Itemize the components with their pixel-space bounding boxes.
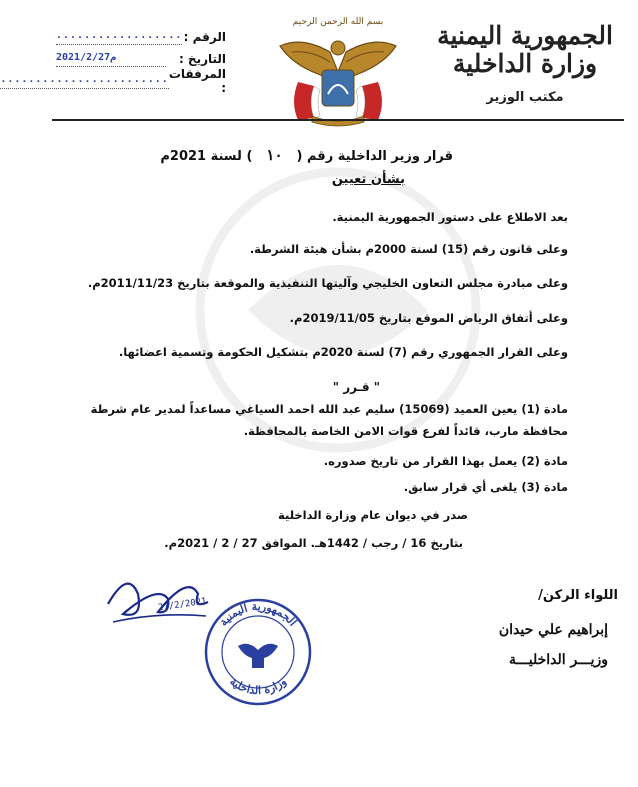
svg-text:وزارة الداخلية bbox=[227, 675, 289, 697]
signatory-rank: اللواء الركن/ bbox=[538, 588, 618, 603]
ref-number-label: الرقم : bbox=[183, 30, 226, 44]
issued-place: صدر في ديوان عام وزارة الداخلية bbox=[278, 508, 468, 522]
attachments-value: ........................ bbox=[0, 74, 169, 89]
republic-name: الجمهورية اليمنية bbox=[437, 21, 613, 50]
article-1: مادة (1) يعين العميد (15069) سليم عبد الله احمد السياغي مساعداً لمدير عام شرطة محافظة مارب، قائداً لفرع قوات الامن الخاصة بالمحافظة. bbox=[90, 402, 568, 438]
ref-number-row bbox=[56, 26, 226, 48]
article-2: مادة (2) يعمل بهذا القرار من تاريخ صدوره. bbox=[323, 454, 568, 468]
decision-number: ١٠ bbox=[266, 146, 283, 164]
ministry-name: وزارة الداخلية bbox=[452, 49, 598, 78]
article-3: مادة (3) يلغى أي قرار سابق. bbox=[403, 480, 568, 494]
decision-title bbox=[160, 146, 453, 164]
ministry-stamp-icon bbox=[202, 596, 314, 708]
issued-date: بتاريخ 16 / رجب / 1442هـ. الموافق 27 / 2 / 2021م. bbox=[164, 536, 463, 550]
decision-subject: بشأن تعيين bbox=[331, 172, 405, 187]
ref-number-value: .................. bbox=[56, 30, 182, 45]
svg-text:الجمهورية اليمنية bbox=[217, 600, 299, 629]
svg-text:بسم الله الرحمن الرحيم: بسم الله الرحمن الرحيم bbox=[292, 17, 384, 27]
stamp-bottom-text: وزارة الداخلية bbox=[227, 674, 289, 698]
signature-date: 27/2/2021 bbox=[157, 596, 208, 614]
date-label: التاريخ : bbox=[178, 52, 226, 66]
reference-block bbox=[0, 26, 226, 95]
title-prefix: قرار وزير الداخلية رقم ( bbox=[296, 149, 453, 164]
decree-heading: " قـرر " bbox=[332, 380, 380, 394]
preamble-line: وعلى القرار الجمهوري رقم (7) لسنة 2020م بتشكيل الحكومة وتسمية اعضائها. bbox=[118, 345, 568, 359]
signatory-post: وزيـــر الداخليـــة bbox=[508, 652, 608, 668]
date-value: 2021/2/27م bbox=[56, 52, 166, 67]
ministry-header bbox=[430, 22, 620, 112]
signatory-name: إبراهيم علي حيدان bbox=[498, 622, 608, 638]
preamble-line: وعلى أتفاق الرياض الموقع بتاريخ 2019/11/05م. bbox=[289, 311, 568, 325]
eagle-emblem-icon bbox=[272, 12, 404, 130]
attachments-label: المرفقات : bbox=[168, 67, 226, 95]
preamble-line: وعلى قانون رقم (15) لسنة 2000م بشأن هيئة الشرطة. bbox=[249, 242, 568, 256]
office-name: مكتب الوزير bbox=[486, 90, 564, 105]
preamble-line: وعلى مبادرة مجلس التعاون الخليجي وآليتها التنفيذية والموقعة بتاريخ 2011/11/23م. bbox=[87, 276, 568, 290]
preamble-line: بعد الاطلاع على دستور الجمهورية اليمنية. bbox=[332, 210, 568, 224]
stamp-top-text: الجمهورية اليمنية bbox=[216, 599, 300, 629]
attachments-row bbox=[0, 67, 226, 95]
header-divider bbox=[52, 119, 624, 121]
title-suffix: ) لسنة 2021م bbox=[160, 149, 253, 164]
